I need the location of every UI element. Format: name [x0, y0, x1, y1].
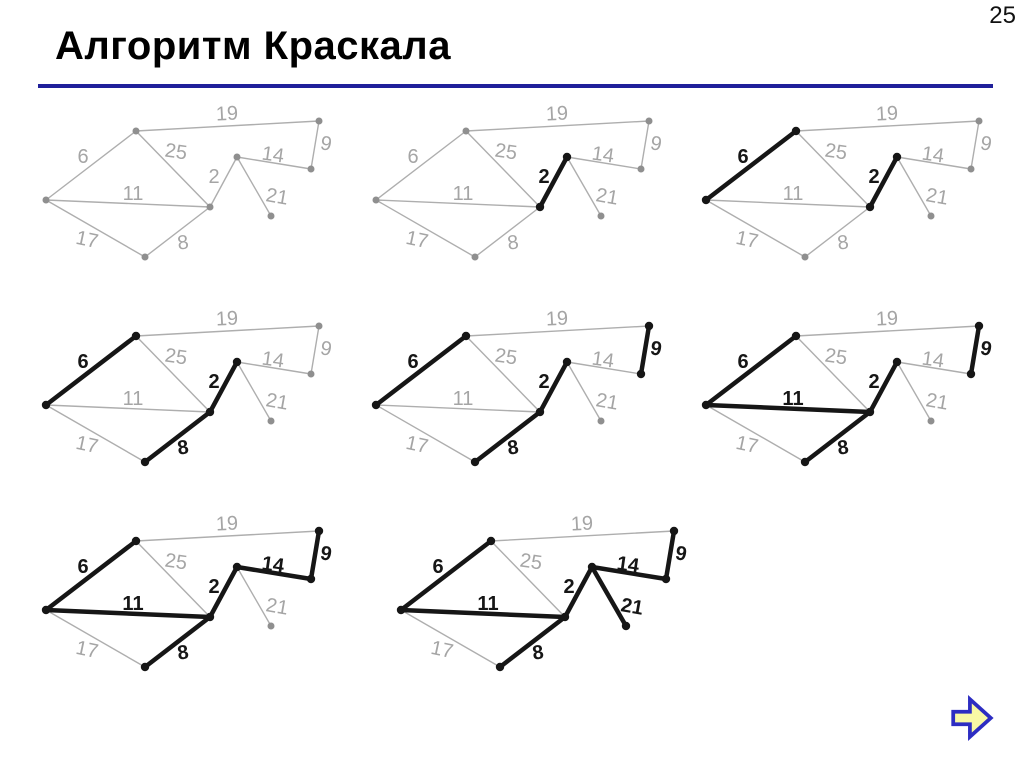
- edge-weight-label-21: 21: [619, 594, 645, 620]
- vertex-G: [802, 254, 809, 261]
- vertex-C: [702, 401, 710, 409]
- edge-weight-label-21: 21: [594, 184, 620, 210]
- page-title: Алгоритм Краскала: [55, 24, 451, 68]
- edge-BF-w9: [311, 121, 319, 169]
- edge-weight-label-6: 6: [432, 556, 444, 578]
- vertex-A: [132, 537, 140, 545]
- edge-weight-label-25: 25: [823, 139, 849, 165]
- vertex-E: [866, 408, 874, 416]
- edge-weight-label-8: 8: [175, 641, 191, 665]
- vertex-C: [372, 401, 380, 409]
- edge-weight-label-14: 14: [920, 142, 946, 168]
- edge-weight-label-19: 19: [570, 512, 594, 536]
- kruskal-graph-step-8: [385, 510, 715, 705]
- kruskal-graph-step-7: [30, 510, 360, 705]
- edge-BF-w9: [971, 326, 979, 374]
- edge-weight-label-8: 8: [505, 231, 521, 255]
- edge-weight-label-6: 6: [77, 351, 89, 373]
- edge-BF-w9: [971, 121, 979, 169]
- edge-weight-label-11: 11: [122, 183, 144, 205]
- edge-weight-label-19: 19: [875, 102, 899, 126]
- vertex-E: [866, 203, 874, 211]
- vertex-F: [637, 370, 645, 378]
- vertex-G: [141, 663, 149, 671]
- vertex-A: [463, 128, 470, 135]
- vertex-F: [638, 166, 645, 173]
- vertex-B: [645, 322, 653, 330]
- vertex-F: [967, 370, 975, 378]
- kruskal-graph-step-1: [30, 100, 360, 295]
- edge-weight-label-2: 2: [538, 371, 550, 393]
- vertex-F: [307, 575, 315, 583]
- vertex-A: [132, 332, 140, 340]
- edge-weight-label-17: 17: [733, 431, 761, 459]
- edge-weight-label-25: 25: [493, 344, 519, 370]
- edge-weight-label-14: 14: [260, 552, 286, 578]
- vertex-H: [622, 622, 630, 630]
- vertex-C: [702, 196, 710, 204]
- edge-DH-w21: [237, 567, 271, 626]
- vertex-E: [206, 408, 214, 416]
- vertex-H: [268, 213, 275, 220]
- vertex-H: [598, 418, 605, 425]
- edge-weight-label-9: 9: [318, 337, 334, 361]
- edge-BF-w9: [311, 326, 319, 374]
- vertex-G: [801, 458, 809, 466]
- kruskal-graph-step-4: [30, 305, 360, 500]
- edge-weight-label-17: 17: [73, 431, 101, 459]
- kruskal-graph-step-2: [360, 100, 690, 295]
- edge-weight-label-9: 9: [648, 132, 664, 156]
- edge-BF-w9: [641, 326, 649, 374]
- edge-weight-label-14: 14: [615, 552, 641, 578]
- vertex-B: [975, 322, 983, 330]
- next-slide-button[interactable]: [950, 692, 998, 744]
- edge-weight-label-19: 19: [875, 307, 899, 331]
- edge-weight-label-6: 6: [407, 351, 419, 373]
- edge-weight-label-9: 9: [978, 132, 994, 156]
- edge-weight-label-2: 2: [208, 166, 220, 188]
- edge-weight-label-25: 25: [823, 344, 849, 370]
- edge-weight-label-19: 19: [215, 102, 239, 126]
- edge-weight-label-14: 14: [260, 347, 286, 373]
- vertex-C: [42, 401, 50, 409]
- arrow-right-icon: [950, 694, 994, 742]
- edge-weight-label-17: 17: [403, 431, 431, 459]
- edge-weight-label-17: 17: [403, 226, 431, 254]
- page-number: 25: [989, 2, 1016, 29]
- vertex-E: [561, 613, 569, 621]
- edge-weight-label-17: 17: [428, 636, 456, 664]
- vertex-F: [968, 166, 975, 173]
- edge-DH-w21: [567, 157, 601, 216]
- vertex-B: [976, 118, 983, 125]
- edge-weight-label-2: 2: [208, 371, 220, 393]
- vertex-D: [233, 563, 241, 571]
- edge-weight-label-17: 17: [733, 226, 761, 254]
- vertex-G: [142, 254, 149, 261]
- edge-weight-label-25: 25: [163, 549, 189, 575]
- edge-weight-label-6: 6: [407, 146, 419, 168]
- edge-weight-label-19: 19: [215, 307, 239, 331]
- edge-weight-label-21: 21: [264, 594, 290, 620]
- edge-DH-w21: [897, 157, 931, 216]
- vertex-F: [662, 575, 670, 583]
- vertex-F: [308, 166, 315, 173]
- edge-weight-label-14: 14: [590, 142, 616, 168]
- edge-DH-w21: [237, 362, 271, 421]
- edge-weight-label-11: 11: [782, 388, 804, 410]
- vertex-A: [462, 332, 470, 340]
- edge-BF-w9: [666, 531, 674, 579]
- edge-weight-label-11: 11: [452, 388, 474, 410]
- vertex-E: [207, 204, 214, 211]
- vertex-A: [487, 537, 495, 545]
- edge-BF-w9: [641, 121, 649, 169]
- vertex-C: [373, 197, 380, 204]
- edge-weight-label-2: 2: [868, 371, 880, 393]
- vertex-B: [315, 527, 323, 535]
- edge-weight-label-8: 8: [505, 436, 521, 460]
- kruskal-graph-step-5: [360, 305, 690, 500]
- edge-weight-label-8: 8: [835, 231, 851, 255]
- vertex-G: [141, 458, 149, 466]
- vertex-E: [536, 203, 544, 211]
- vertex-D: [893, 358, 901, 366]
- edge-weight-label-11: 11: [122, 388, 144, 410]
- edge-weight-label-2: 2: [868, 166, 880, 188]
- vertex-C: [43, 197, 50, 204]
- vertex-A: [792, 332, 800, 340]
- vertex-G: [471, 458, 479, 466]
- edge-weight-label-19: 19: [215, 512, 239, 536]
- edge-weight-label-2: 2: [563, 576, 575, 598]
- edge-weight-label-25: 25: [163, 344, 189, 370]
- edge-weight-label-17: 17: [73, 636, 101, 664]
- edge-DH-w21: [237, 157, 271, 216]
- edge-weight-label-9: 9: [673, 542, 689, 566]
- vertex-H: [928, 418, 935, 425]
- kruskal-graph-step-6: [690, 305, 1020, 500]
- edge-weight-label-2: 2: [538, 166, 550, 188]
- vertex-B: [670, 527, 678, 535]
- edge-weight-label-11: 11: [452, 183, 474, 205]
- vertex-D: [588, 563, 596, 571]
- edge-weight-label-21: 21: [924, 184, 950, 210]
- edge-weight-label-6: 6: [737, 351, 749, 373]
- edge-weight-label-8: 8: [175, 436, 191, 460]
- edge-weight-label-19: 19: [545, 307, 569, 331]
- edge-weight-label-19: 19: [545, 102, 569, 126]
- vertex-B: [316, 118, 323, 125]
- edge-weight-label-21: 21: [924, 389, 950, 415]
- edge-weight-label-2: 2: [208, 576, 220, 598]
- edge-weight-label-11: 11: [782, 183, 804, 205]
- edge-weight-label-11: 11: [477, 593, 499, 615]
- edge-weight-label-9: 9: [648, 337, 664, 361]
- edge-weight-label-21: 21: [264, 184, 290, 210]
- vertex-D: [893, 153, 901, 161]
- vertex-B: [316, 323, 323, 330]
- vertex-D: [563, 358, 571, 366]
- edge-DH-w21: [592, 567, 626, 626]
- vertex-D: [563, 153, 571, 161]
- edge-weight-label-14: 14: [920, 347, 946, 373]
- vertex-G: [496, 663, 504, 671]
- edge-DH-w21: [567, 362, 601, 421]
- edge-weight-label-6: 6: [77, 556, 89, 578]
- edge-weight-label-21: 21: [594, 389, 620, 415]
- edge-weight-label-14: 14: [590, 347, 616, 373]
- vertex-H: [598, 213, 605, 220]
- edge-weight-label-9: 9: [318, 542, 334, 566]
- edge-weight-label-9: 9: [318, 132, 334, 156]
- vertex-E: [536, 408, 544, 416]
- edge-weight-label-9: 9: [978, 337, 994, 361]
- edge-weight-label-17: 17: [73, 226, 101, 254]
- edge-DH-w21: [897, 362, 931, 421]
- edge-weight-label-21: 21: [264, 389, 290, 415]
- edge-weight-label-8: 8: [835, 436, 851, 460]
- edge-weight-label-25: 25: [518, 549, 544, 575]
- vertex-F: [308, 371, 315, 378]
- vertex-H: [268, 623, 275, 630]
- edge-weight-label-25: 25: [493, 139, 519, 165]
- edge-weight-label-11: 11: [122, 593, 144, 615]
- vertex-B: [646, 118, 653, 125]
- edge-weight-label-8: 8: [530, 641, 546, 665]
- vertex-H: [268, 418, 275, 425]
- vertex-H: [928, 213, 935, 220]
- vertex-A: [792, 127, 800, 135]
- vertex-C: [42, 606, 50, 614]
- edge-weight-label-8: 8: [175, 231, 191, 255]
- edge-weight-label-14: 14: [260, 142, 286, 168]
- kruskal-graph-step-3: [690, 100, 1020, 295]
- vertex-E: [206, 613, 214, 621]
- vertex-D: [234, 154, 241, 161]
- edge-BF-w9: [311, 531, 319, 579]
- vertex-C: [397, 606, 405, 614]
- vertex-A: [133, 128, 140, 135]
- edge-weight-label-25: 25: [163, 139, 189, 165]
- vertex-G: [472, 254, 479, 261]
- edge-weight-label-6: 6: [77, 146, 89, 168]
- vertex-D: [233, 358, 241, 366]
- edge-weight-label-6: 6: [737, 146, 749, 168]
